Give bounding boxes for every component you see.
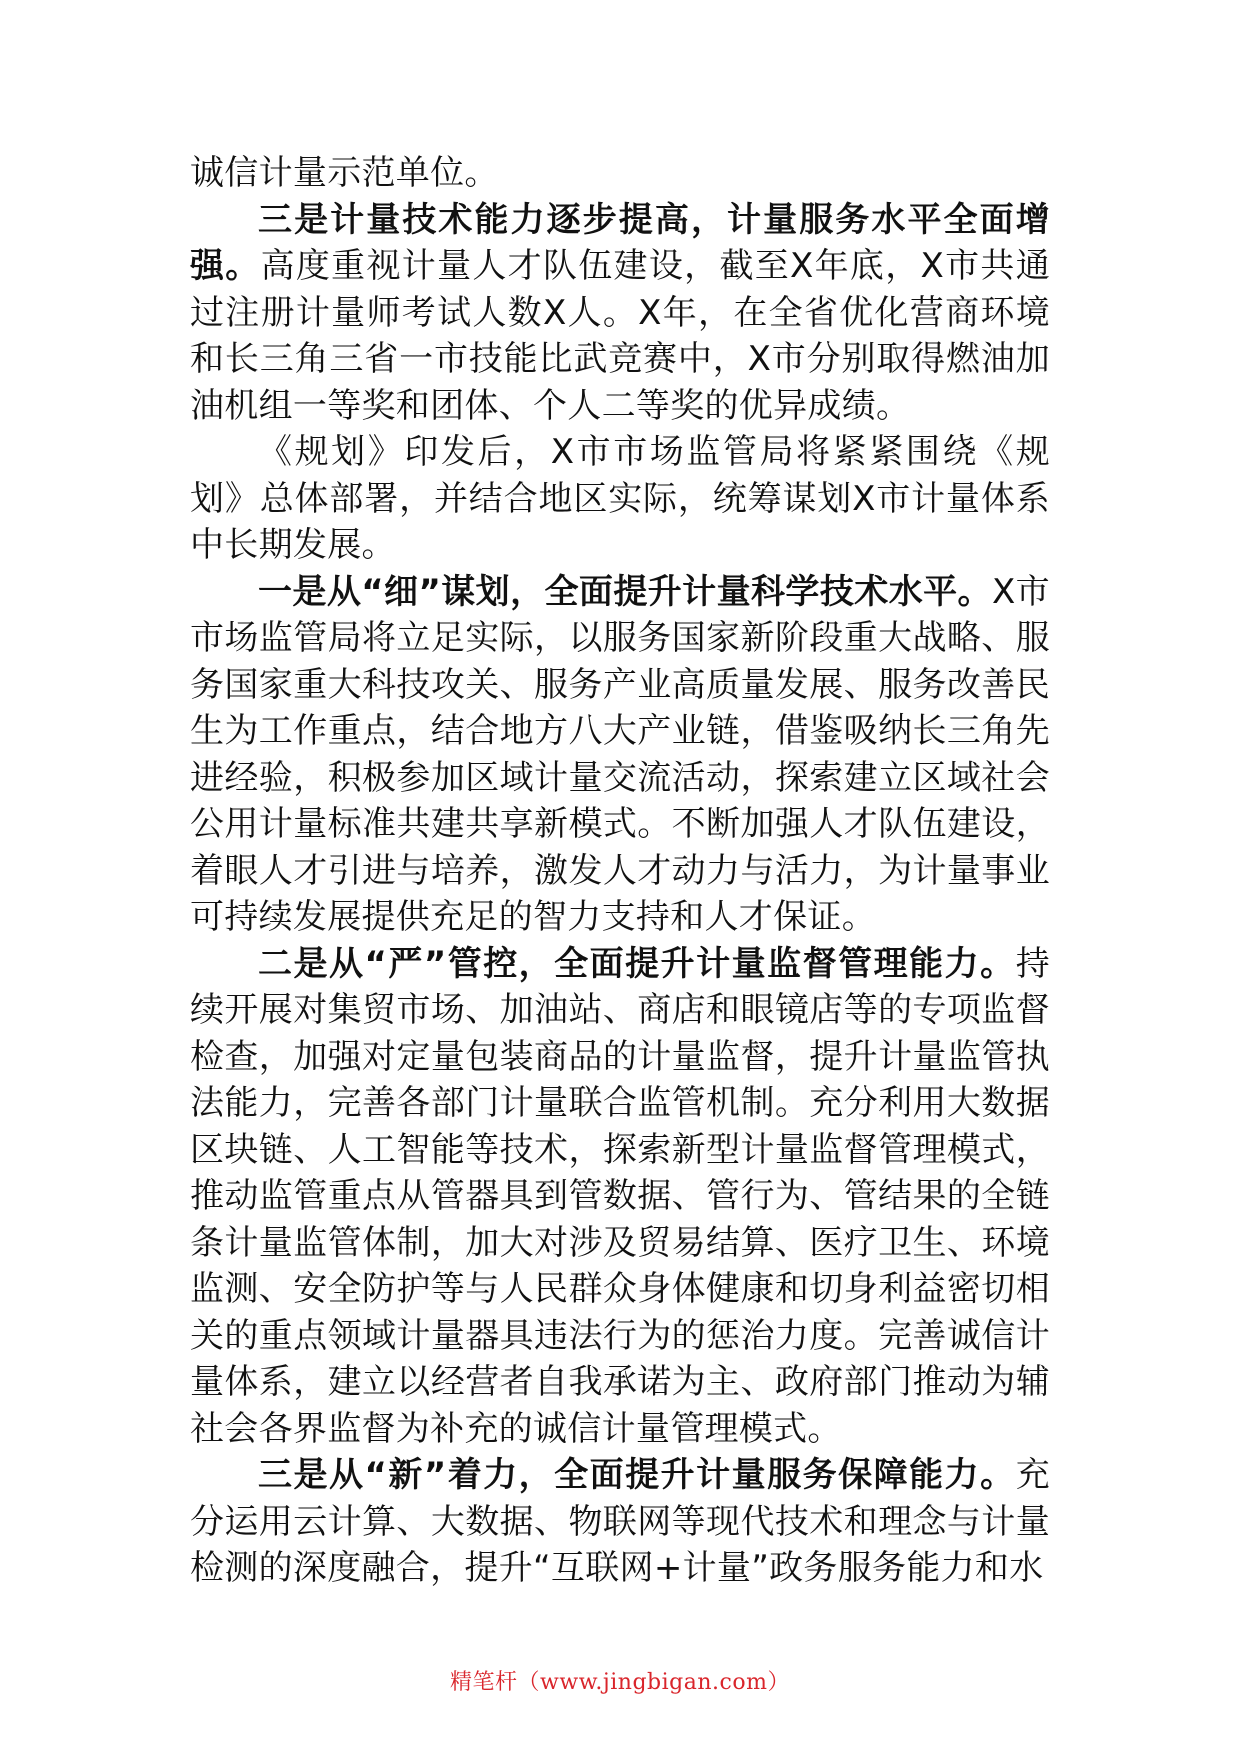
paragraph-text: 充分运用云计算、大数据、物联网等现代技术和理念与计量检测的深度融合，提升“互联网+计量”政务服务能力和水 <box>190 1455 1050 1588</box>
paragraph-text: 高度重视计量人才队伍建设，截至X年底，X市共通过注册计量师考试人数X人。X年，在全省优化营商环境和长三角三省一市技能比武竞赛中，X市分别取得燃油加油机组一等奖和团体、个人二等奖的优异成绩。 <box>190 246 1050 426</box>
paragraph-lead: 二是从“严”管控，全面提升计量监督管理能力。 <box>258 943 1016 984</box>
footer-watermark: 精笔杆（www.jingbigan.com） <box>450 1670 790 1695</box>
paragraph-lead: 三是计量技术能力逐步提高，计量服务水平全面增强。 <box>190 199 1050 286</box>
document-body <box>190 150 1050 1592</box>
paragraph-metrology-capability <box>190 197 1050 430</box>
paragraph-text: X市市场监管局将立足实际，以服务国家新阶段重大战略、服务国家重大科技攻关、服务产业高质量发展、服务改善民生为工作重点，结合地方八大产业链，借鉴吸纳长三角先进经验，积极参加区域计量交流活动，探索建立区域社会公用计量标准共建共享新模式。不断加强人才队伍建设，着眼人才引进与培养，激发人才动力与活力，为计量事业可持续发展提供充足的智力支持和人才保证。 <box>190 571 1050 937</box>
paragraph-lead: 一是从“细”谋划，全面提升计量科学技术水平。 <box>258 571 992 612</box>
paragraph-text: 诚信计量示范单位。 <box>190 153 499 193</box>
paragraph-fine-planning <box>190 569 1050 941</box>
paragraph-text: 持续开展对集贸市场、加油站、商店和眼镜店等的专项监督检查，加强对定量包装商品的计量监督，提升计量监管执法能力，完善各部门计量联合监管机制。充分利用大数据区块链、人工智能等技术，探索新型计量监督管理模式，推动监管重点从管器具到管数据、管行为、管结果的全链条计量监管体制，加大对涉及贸易结算、医疗卫生、环境监测、安全防护等与人民群众身体健康和切身利益密切相关的重点领域计量器具违法行为的惩治力度。完善诚信计量体系，建立以经营者自我承诺为主、政府部门推动为辅社会各界监督为补充的诚信计量管理模式。 <box>190 943 1050 1449</box>
paragraph-continuation <box>190 150 1050 197</box>
paragraph-plan-intro <box>190 429 1050 569</box>
paragraph-strict-control <box>190 941 1050 1453</box>
paragraph-lead: 三是从“新”着力，全面提升计量服务保障能力。 <box>258 1455 1016 1495</box>
paragraph-new-efforts <box>190 1452 1050 1592</box>
paragraph-text: 《规划》印发后，X市市场监管局将紧紧围绕《规划》总体部署，并结合地区实际，统筹谋划X市计量体系中长期发展。 <box>190 432 1050 565</box>
